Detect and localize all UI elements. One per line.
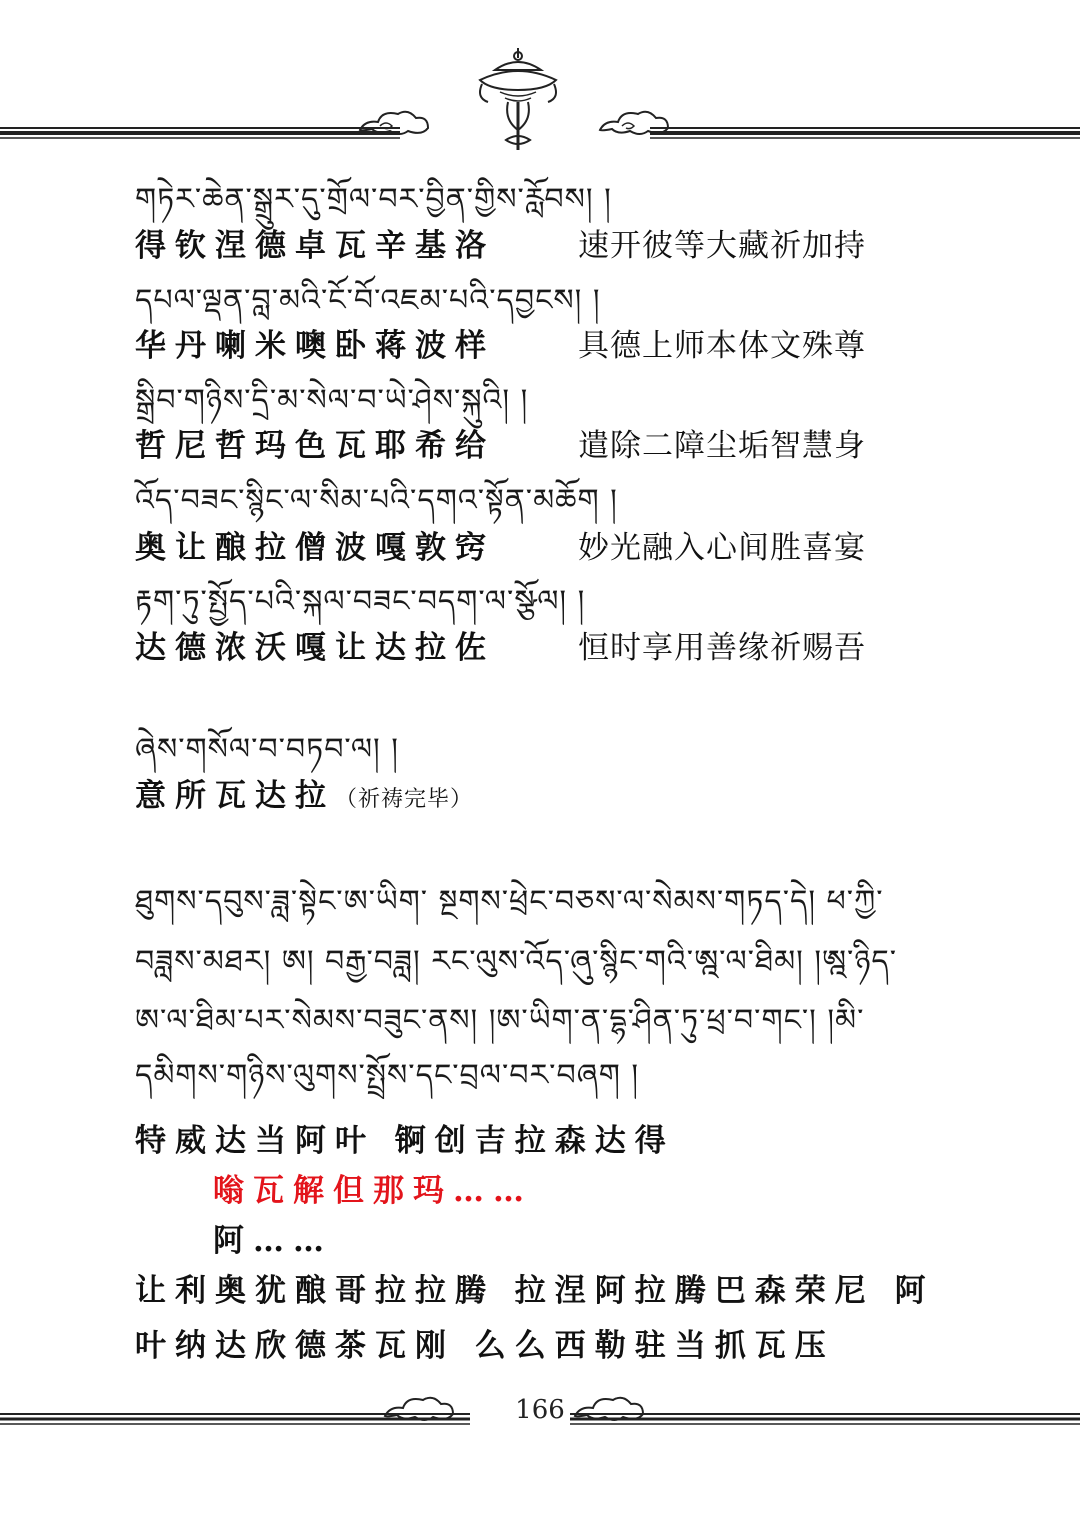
translation-line: 妙光融入心间胜喜宴 <box>578 530 866 566</box>
tibetan-line: སྒྲིབ་གཉིས་དྲི་མ་སེལ་བ་ཡེ་ཤེས་སྐུའི། ། <box>135 383 529 418</box>
closing-note: （祈祷完毕） <box>335 787 474 812</box>
tibetan-line: རྟག་ཏུ་སྤྱོད་པའི་སྐལ་བཟང་བདག་ལ་སྩོལ། ། <box>135 584 586 619</box>
translation-line: 速开彼等大藏祈加持 <box>578 228 866 264</box>
translation-line: 恒时享用善缘祈赐吾 <box>578 630 866 666</box>
phonetic-line: 奥让酿拉僧波嘎敦窍 <box>135 530 495 566</box>
paragraph-line: ཐུགས་དབུས་ཟླ་སྟེང་ཨ་ཡིག་ སྔགས་ཕྲེང་བཅས་ལ་སེམས་གཏད་དེ། ཕ་ཀྱི་ <box>135 884 884 919</box>
mantra-line-a: 阿…… <box>213 1223 333 1259</box>
instruction-line: 让利奥犹酿哥拉拉腾 拉涅阿拉腾巴森荣尼 阿 <box>135 1273 935 1309</box>
paragraph-line: ཨ་ལ་ཐིམ་པར་སེམས་བཟུང་ནས། །ཨ་ཡིག་ན་དྷ་ཤིན་ཏུ་ཕྲ་བ་གང་། །མི་ <box>135 1003 865 1038</box>
translation-line: 具德上师本体文殊尊 <box>578 328 866 364</box>
phonetic-line: 华丹喇米噢卧蒋波样 <box>135 328 495 364</box>
phonetic-line: 得钦涅德卓瓦辛基洛 <box>135 228 495 264</box>
header-ornament <box>0 40 1080 160</box>
instruction-line: 叶纳达欣德茶瓦刚 么么西勒驻当抓瓦压 <box>135 1328 835 1364</box>
paragraph-line: བཟླས་མཐར། ཨ། བརྒྱ་བཟླ། རང་ལུས་འོད་ཞུ་སྙིང་གའི་ཨྰ་ལ་ཐིམ། །ཨྰ་ཉིད་ <box>135 944 898 979</box>
mantra-line-red: 嗡瓦解但那玛…… <box>213 1173 533 1209</box>
instruction-line: 特威达当阿叶 锕创吉拉森达得 <box>135 1123 675 1159</box>
closing-tibetan: ཞེས་གསོལ་བ་བཏབ་ལ། ། <box>135 732 399 767</box>
closing-phonetic: 意所瓦达拉（祈祷完毕） <box>135 778 474 814</box>
paragraph-line: དམིགས་གཉིས་ལུགས་སྤྲོས་དང་བྲལ་བར་བཞག ། <box>135 1058 640 1093</box>
tibetan-line: འོད་བཟང་སྙིང་ལ་སིམ་པའི་དགའ་སྟོན་མཆོག ། <box>135 483 618 518</box>
tibetan-line: གཏེར་ཆེན་སྒྲུར་དུ་གྲོལ་བར་བྱིན་གྱིས་རློབས། ། <box>135 182 612 217</box>
translation-line: 遣除二障尘垢智慧身 <box>578 428 866 464</box>
parasol-icon <box>480 48 556 150</box>
page-number: 166 <box>515 1395 565 1425</box>
phonetic-line: 达德浓沃嘎让达拉佐 <box>135 630 495 666</box>
tibetan-line: དཔལ་ལྡན་བླ་མའི་ངོ་བོ་འཇམ་པའི་དབྱངས། ། <box>135 283 601 318</box>
phonetic-line: 哲尼哲玛色瓦耶希给 <box>135 428 495 464</box>
